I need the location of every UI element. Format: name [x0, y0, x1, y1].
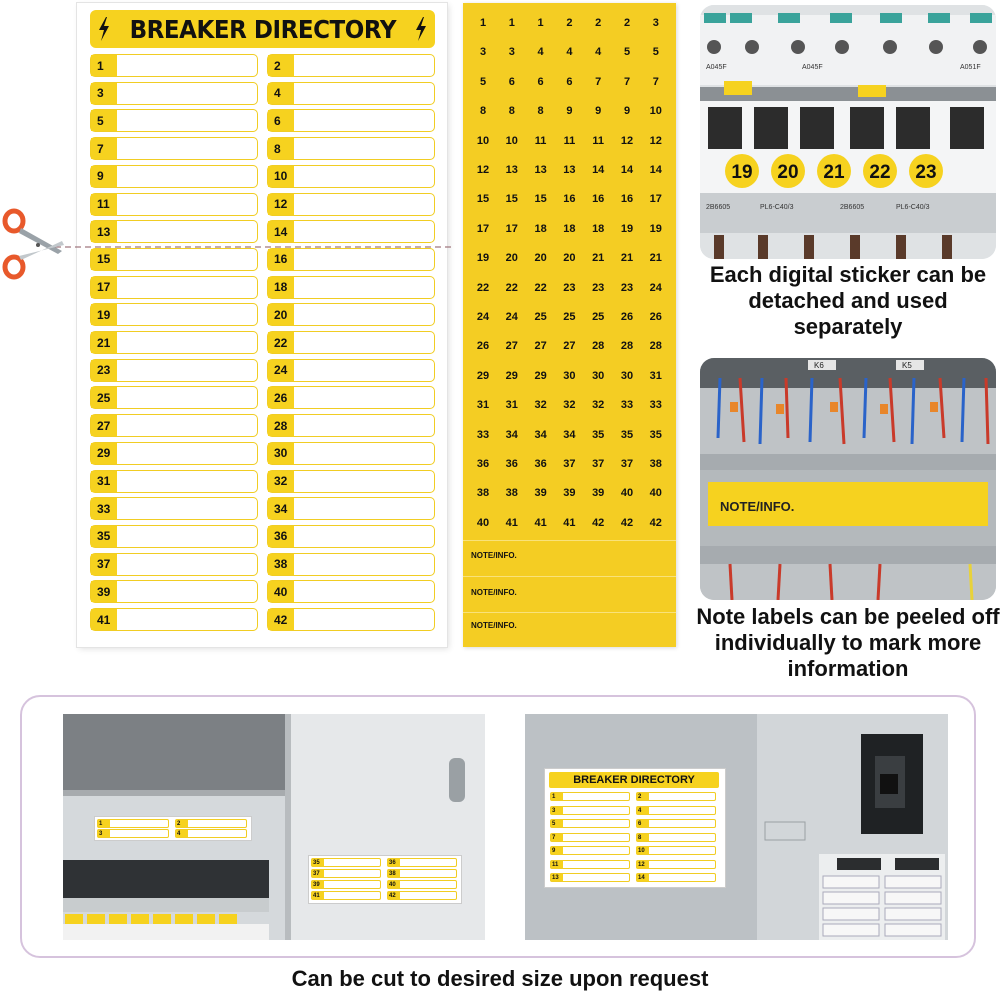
circuit-number: 1	[91, 55, 117, 76]
number-sticker: 29	[476, 369, 490, 382]
mini-directory-row	[636, 792, 716, 801]
number-sticker: 42	[649, 516, 662, 529]
mini-directory-row	[311, 858, 381, 867]
mini-directory-row	[387, 858, 457, 867]
number-sticker: 6	[537, 75, 544, 88]
directory-row	[267, 82, 435, 105]
note-label: NOTE/INFO.	[471, 551, 517, 560]
number-sticker: 20	[534, 252, 547, 265]
number-sticker: 42	[620, 516, 634, 529]
circuit-number: 18	[268, 277, 294, 298]
mini-directory-row	[636, 819, 716, 828]
directory-row	[267, 608, 435, 631]
mini-circuit-number: 41	[312, 892, 324, 899]
round-sticker-number: 21	[823, 162, 845, 183]
circuit-number: 35	[91, 526, 117, 547]
mini-circuit-number: 39	[312, 881, 324, 888]
number-sticker: 5	[652, 46, 659, 59]
number-sticker: 19	[476, 252, 490, 265]
number-sticker: 17	[505, 222, 518, 235]
number-sticker: 14	[592, 164, 605, 176]
breaker-directory-sheet	[77, 3, 447, 647]
number-sticker: 18	[592, 222, 605, 235]
number-sticker: 9	[595, 105, 602, 118]
number-sticker: 22	[534, 281, 547, 294]
circuit-number: 16	[268, 249, 294, 270]
number-sticker: 16	[563, 193, 576, 206]
number-sticker: 11	[563, 134, 576, 147]
divider	[463, 540, 676, 541]
number-sticker: 9	[566, 105, 573, 118]
directory-row	[90, 414, 258, 437]
note-info-label: NOTE/INFO.	[720, 499, 795, 514]
number-sticker: 30	[592, 369, 605, 382]
number-sticker: 37	[620, 458, 634, 470]
terminal-tag: K6	[814, 361, 824, 370]
number-sticker: 2	[623, 17, 631, 29]
number-sticker: 24	[649, 281, 662, 294]
device-label: A045F	[706, 64, 727, 71]
mini-directory-row	[97, 819, 169, 828]
breaker-sticker-photo	[700, 5, 996, 259]
directory-row	[267, 303, 435, 326]
number-sticker: 9	[623, 105, 631, 118]
number-sticker: 25	[592, 311, 605, 323]
directory-row	[90, 497, 258, 520]
mini-circuit-number: 10	[637, 847, 649, 854]
number-sticker: 33	[476, 428, 490, 441]
directory-row	[267, 525, 435, 548]
number-sticker: 24	[505, 311, 518, 323]
circuit-number: 14	[268, 221, 294, 242]
number-sticker: 38	[476, 487, 490, 500]
number-sticker: 25	[563, 311, 576, 323]
circuit-number: 42	[268, 609, 294, 630]
mini-circuit-number: 9	[551, 847, 563, 854]
directory-row	[267, 553, 435, 576]
number-sticker: 35	[620, 428, 634, 441]
number-sticker: 25	[534, 311, 547, 323]
number-sticker: 6	[566, 75, 573, 88]
mini-directory-title: BREAKER DIRECTORY	[549, 772, 719, 788]
circuit-number: 30	[268, 443, 294, 464]
circuit-number: 15	[91, 249, 117, 270]
number-sticker: 32	[592, 399, 605, 412]
directory-row	[90, 137, 258, 160]
circuit-number: 19	[91, 304, 117, 325]
mini-directory-row	[175, 819, 247, 828]
circuit-number: 23	[91, 360, 117, 381]
caption-detach: Each digital sticker can be detached and used separately	[709, 262, 987, 339]
number-sticker: 5	[623, 46, 631, 59]
mini-directory-row	[550, 792, 630, 801]
number-sticker: 31	[649, 369, 662, 382]
circuit-number: 7	[91, 138, 117, 159]
number-sticker: 4	[566, 46, 573, 59]
mini-directory-row	[311, 869, 381, 878]
directory-row	[90, 608, 258, 631]
number-sticker: 18	[534, 222, 547, 235]
number-sticker: 14	[649, 164, 662, 176]
number-sticker: 13	[563, 164, 576, 176]
note-label: NOTE/INFO.	[471, 588, 517, 597]
divider	[463, 612, 676, 613]
mini-directory-row	[311, 891, 381, 900]
number-sticker: 32	[534, 399, 547, 412]
circuit-number: 13	[91, 221, 117, 242]
circuit-number: 12	[268, 194, 294, 215]
directory-row	[90, 525, 258, 548]
directory-row	[90, 553, 258, 576]
number-sticker-sheet	[463, 3, 676, 647]
directory-row	[267, 470, 435, 493]
number-sticker: 14	[620, 164, 634, 176]
circuit-number: 34	[268, 498, 294, 519]
directory-row	[90, 165, 258, 188]
number-sticker: 37	[592, 458, 605, 470]
number-sticker: 37	[563, 458, 576, 470]
device-label: PL6-C40/3	[760, 204, 794, 211]
number-sticker: 13	[505, 164, 518, 176]
lightning-bolt-icon	[415, 17, 427, 41]
number-sticker: 10	[476, 134, 490, 147]
number-sticker: 10	[649, 105, 662, 118]
number-sticker: 23	[592, 281, 605, 294]
circuit-number: 9	[91, 166, 117, 187]
mini-directory-row	[636, 873, 716, 882]
mini-directory-row	[636, 846, 716, 855]
directory-row	[267, 165, 435, 188]
directory-title: BREAKER DIRECTORY	[129, 14, 396, 44]
mini-circuit-number: 3	[551, 807, 563, 814]
number-sticker: 8	[537, 105, 544, 118]
number-sticker: 4	[595, 46, 602, 59]
breaker-illustration	[700, 5, 996, 259]
number-sticker: 15	[505, 193, 518, 206]
cabinet-photo-1	[63, 714, 485, 940]
mini-circuit-number: 13	[551, 874, 563, 881]
circuit-number: 11	[91, 194, 117, 215]
mini-circuit-number: 40	[388, 881, 400, 888]
number-sticker: 27	[534, 340, 547, 353]
mini-directory-row	[636, 860, 716, 869]
mini-directory-label	[94, 816, 252, 841]
number-sticker: 21	[649, 252, 662, 265]
device-label: A045F	[802, 64, 823, 71]
number-sticker: 39	[563, 487, 576, 500]
number-sticker: 38	[505, 487, 518, 500]
circuit-number: 2	[268, 55, 294, 76]
mini-circuit-number: 4	[176, 830, 188, 837]
number-sticker: 26	[649, 311, 662, 323]
number-sticker: 41	[563, 516, 576, 529]
mini-directory-row	[97, 829, 169, 838]
number-sticker: 2	[566, 17, 573, 29]
lightning-bolt-icon	[98, 17, 110, 41]
mini-circuit-number: 3	[98, 830, 110, 837]
directory-row	[90, 109, 258, 132]
number-sticker: 35	[592, 428, 605, 441]
device-label: PL6-C40/3	[896, 204, 930, 211]
mini-directory-row	[550, 833, 630, 842]
mini-circuit-number: 36	[388, 859, 400, 866]
mini-directory-row	[550, 860, 630, 869]
mini-circuit-number: 42	[388, 892, 400, 899]
circuit-number: 6	[268, 110, 294, 131]
circuit-number: 28	[268, 415, 294, 436]
directory-row	[90, 442, 258, 465]
circuit-number: 5	[91, 110, 117, 131]
mini-circuit-number: 6	[637, 820, 649, 827]
directory-title-banner	[90, 10, 435, 48]
mini-circuit-number: 2	[637, 793, 649, 800]
number-sticker: 5	[479, 75, 487, 88]
cabinet-photo-2	[525, 714, 948, 940]
number-sticker: 24	[476, 311, 490, 323]
number-sticker: 12	[476, 164, 490, 176]
number-sticker: 7	[652, 75, 659, 88]
terminal-illustration	[700, 358, 996, 600]
circuit-number: 21	[91, 332, 117, 353]
circuit-number: 20	[268, 304, 294, 325]
caption-cut: Can be cut to desired size upon request	[291, 966, 709, 991]
cut-guide	[0, 205, 460, 285]
number-sticker: 40	[649, 487, 662, 500]
number-sticker: 36	[505, 458, 518, 470]
circuit-number: 31	[91, 471, 117, 492]
mini-directory-row	[636, 833, 716, 842]
directory-row	[90, 580, 258, 603]
mini-circuit-number: 38	[388, 870, 400, 877]
directory-row	[267, 497, 435, 520]
circuit-number: 33	[91, 498, 117, 519]
number-sticker: 3	[479, 46, 487, 59]
number-sticker: 40	[476, 516, 490, 529]
number-sticker: 15	[476, 193, 490, 206]
mini-circuit-number: 4	[637, 807, 649, 814]
number-sticker: 21	[592, 252, 605, 265]
directory-row	[267, 331, 435, 354]
number-sticker: 30	[563, 369, 576, 382]
number-sticker: 22	[505, 281, 518, 294]
directory-row	[90, 331, 258, 354]
mini-directory-row	[387, 891, 457, 900]
number-sticker: 29	[505, 369, 518, 382]
circuit-number: 38	[268, 554, 294, 575]
divider	[463, 576, 676, 577]
number-sticker: 27	[563, 340, 576, 353]
number-sticker: 1	[537, 17, 544, 29]
mini-directory-row	[636, 806, 716, 815]
circuit-number: 17	[91, 277, 117, 298]
circuit-number: 40	[268, 581, 294, 602]
number-sticker: 20	[505, 252, 518, 265]
device-label: 2B6605	[840, 204, 865, 211]
scissors-icon	[5, 211, 64, 277]
number-sticker: 34	[563, 428, 576, 441]
number-sticker: 16	[592, 193, 605, 206]
number-sticker: 12	[620, 134, 634, 147]
device-label: A051F	[960, 64, 981, 71]
number-sticker: 33	[649, 399, 662, 412]
round-sticker-number: 19	[731, 162, 753, 183]
number-sticker: 2	[595, 17, 602, 29]
number-sticker: 3	[652, 17, 659, 29]
mini-circuit-number: 1	[98, 820, 110, 827]
number-sticker: 11	[534, 134, 547, 147]
round-sticker-number: 23	[915, 162, 937, 183]
number-sticker: 39	[592, 487, 605, 500]
number-sticker: 28	[592, 340, 605, 353]
number-sticker: 27	[505, 340, 518, 353]
circuit-number: 32	[268, 471, 294, 492]
directory-row	[90, 359, 258, 382]
number-sticker: 13	[534, 164, 547, 176]
number-sticker: 26	[620, 311, 634, 323]
mini-circuit-number: 12	[637, 861, 649, 868]
circuit-number: 36	[268, 526, 294, 547]
circuit-number: 41	[91, 609, 117, 630]
mini-directory-row	[550, 873, 630, 882]
mini-directory-row	[550, 819, 630, 828]
number-sticker: 19	[649, 222, 662, 235]
number-sticker: 16	[620, 193, 634, 206]
number-sticker: 12	[649, 134, 662, 147]
number-sticker: 8	[479, 105, 487, 118]
device-label: 2B6605	[706, 204, 731, 211]
number-sticker: 7	[595, 75, 602, 88]
circuit-number: 3	[91, 83, 117, 104]
circuit-number: 22	[268, 332, 294, 353]
mini-directory-label	[308, 855, 462, 904]
mini-directory-row	[550, 806, 630, 815]
circuit-number: 8	[268, 138, 294, 159]
number-sticker: 4	[537, 46, 544, 59]
number-sticker: 34	[534, 428, 547, 441]
number-sticker: 20	[563, 252, 576, 265]
directory-row	[267, 54, 435, 77]
directory-row	[90, 54, 258, 77]
number-sticker: 31	[505, 399, 518, 412]
number-sticker: 29	[534, 369, 547, 382]
mini-directory-row	[311, 880, 381, 889]
mini-circuit-number: 5	[551, 820, 563, 827]
note-label: NOTE/INFO.	[471, 621, 517, 630]
number-sticker: 15	[534, 193, 547, 206]
number-sticker: 10	[505, 134, 518, 147]
number-sticker: 41	[534, 516, 547, 529]
circuit-number: 10	[268, 166, 294, 187]
number-sticker: 18	[563, 222, 576, 235]
number-sticker: 41	[505, 516, 518, 529]
terminal-note-photo	[700, 358, 996, 600]
terminal-tag: K5	[902, 361, 912, 370]
mini-breaker-directory	[544, 768, 726, 888]
directory-row	[90, 386, 258, 409]
number-sticker: 34	[505, 428, 518, 441]
mini-circuit-number: 35	[312, 859, 324, 866]
number-sticker: 11	[592, 134, 604, 147]
mini-circuit-number: 8	[637, 834, 649, 841]
number-sticker: 22	[476, 281, 490, 294]
number-sticker: 32	[563, 399, 576, 412]
number-sticker: 6	[508, 75, 515, 88]
directory-row	[90, 303, 258, 326]
mini-directory-row	[387, 880, 457, 889]
number-sticker: 23	[620, 281, 634, 294]
mini-circuit-number: 2	[176, 820, 188, 827]
number-sticker: 31	[476, 399, 490, 412]
number-sticker: 35	[649, 428, 662, 441]
directory-row	[90, 470, 258, 493]
mini-circuit-number: 7	[551, 834, 563, 841]
number-sticker: 39	[534, 487, 547, 500]
caption-note: Note labels can be peeled off individually to mark more information	[696, 604, 1000, 681]
directory-row	[267, 359, 435, 382]
circuit-number: 29	[91, 443, 117, 464]
circuit-number: 26	[268, 387, 294, 408]
mini-directory-row	[175, 829, 247, 838]
round-sticker-number: 22	[869, 162, 891, 183]
number-sticker: 7	[623, 75, 631, 88]
mini-circuit-number: 14	[637, 874, 649, 881]
circuit-number: 37	[91, 554, 117, 575]
circuit-number: 25	[91, 387, 117, 408]
number-sticker: 36	[476, 458, 490, 470]
number-sticker: 26	[476, 340, 490, 353]
mini-directory-row	[387, 869, 457, 878]
mini-circuit-number: 11	[551, 861, 563, 868]
circuit-number: 27	[91, 415, 117, 436]
number-sticker: 21	[620, 252, 634, 265]
circuit-number: 24	[268, 360, 294, 381]
number-sticker: 36	[534, 458, 547, 470]
number-sticker: 1	[479, 17, 487, 29]
directory-row	[267, 137, 435, 160]
number-sticker: 23	[563, 281, 576, 294]
directory-row	[267, 386, 435, 409]
number-sticker: 1	[508, 17, 515, 29]
directory-row	[267, 442, 435, 465]
number-sticker: 8	[508, 105, 515, 118]
mini-circuit-number: 37	[312, 870, 324, 877]
directory-row	[267, 414, 435, 437]
number-sticker: 17	[649, 193, 662, 206]
number-sticker: 28	[649, 340, 662, 353]
number-sticker: 42	[592, 516, 605, 529]
number-sticker: 17	[476, 222, 490, 235]
directory-row	[90, 82, 258, 105]
round-sticker-number: 20	[777, 162, 799, 183]
mini-directory-row	[550, 846, 630, 855]
circuit-number: 4	[268, 83, 294, 104]
number-sticker: 38	[649, 458, 662, 470]
circuit-number: 39	[91, 581, 117, 602]
directory-row	[267, 109, 435, 132]
number-sticker: 40	[620, 487, 634, 500]
number-sticker: 28	[620, 340, 634, 353]
number-sticker: 33	[620, 399, 634, 412]
mini-circuit-number: 1	[551, 793, 563, 800]
number-sticker: 19	[620, 222, 634, 235]
number-sticker: 3	[508, 46, 515, 59]
number-sticker: 30	[620, 369, 634, 382]
directory-row	[267, 580, 435, 603]
